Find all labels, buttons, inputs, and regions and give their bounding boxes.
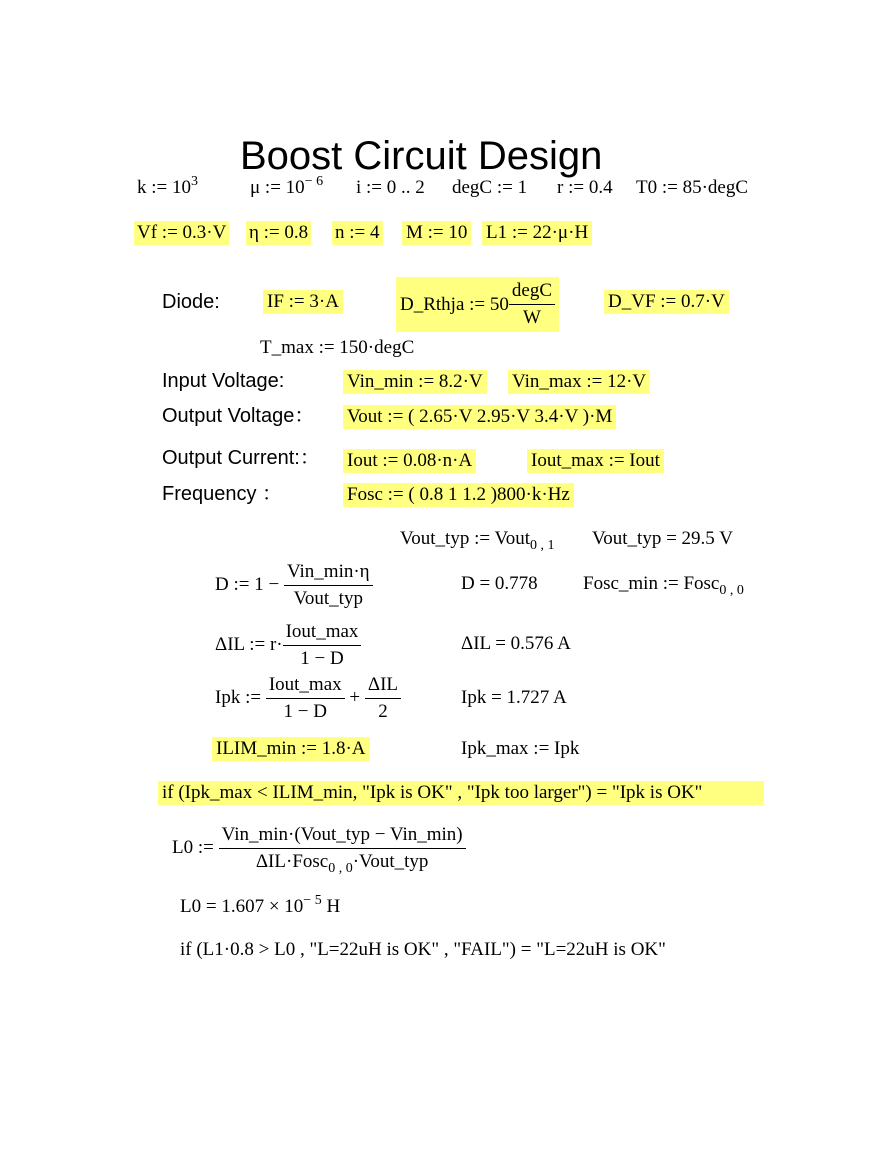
d-rthja-numerator: degC [509,280,555,305]
def-T0[interactable]: T0 := 85·degC [636,177,749,198]
l0-den-sub: 0 , 0 [328,860,353,876]
def-T-max[interactable]: T_max := 150·degC [260,337,415,358]
def-Fosc[interactable]: Fosc := ( 0.8 1 1.2 )800·k·Hz [343,483,574,507]
ipk-plus: + [349,687,361,708]
result-Ipk: Ipk = 1.727 A [461,687,567,708]
def-degC[interactable]: degC := 1 [452,177,528,198]
def-Vin-min[interactable]: Vin_min := 8.2·V [343,370,487,394]
def-k[interactable] [137,174,198,199]
l0-result-unit: H [321,896,341,917]
ipk-fraction-1 [266,674,345,723]
result-delta-IL: ΔIL = 0.576 A [461,633,571,654]
fosc-min-lhs: Fosc_min := Fosc [583,573,720,594]
result-Vout-typ: Vout_typ = 29.5 V [592,528,733,549]
def-mu[interactable] [250,174,324,199]
result-L0 [180,893,341,918]
check-ipk[interactable]: if (Ipk_max < ILIM_min, "Ipk is OK" , "Ipk too larger") = "Ipk is OK" [158,781,764,805]
def-Ipk[interactable] [215,671,401,725]
l0-numerator: Vin_min·(Vout_typ − Vin_min) [219,824,466,849]
check-L[interactable]: if (L1·0.8 > L0 , "L=22uH is OK" , "FAIL") = "L=22uH is OK" [180,939,666,960]
ipk-denominator-1: 1 − D [283,700,327,722]
frequency-label: Frequency ： [162,483,283,505]
def-eta[interactable]: η := 0.8 [246,221,311,245]
vout-typ-lhs: Vout_typ := Vout [400,528,531,549]
def-Iout-max[interactable]: Iout_max := Iout [527,449,664,473]
def-IF[interactable]: IF := 3·A [263,290,343,314]
def-n[interactable]: n := 4 [332,221,383,245]
def-mu-text: μ := 10 [250,177,305,198]
delta-il-fraction [283,621,362,670]
def-D-Rthja[interactable] [396,277,559,332]
ipk-lhs: Ipk := [215,687,262,708]
def-r[interactable]: r := 0.4 [557,177,613,198]
l0-result-lhs: L0 = 1.607 × 10 [180,896,304,917]
d-lhs: D := 1 − [215,574,280,595]
ipk-numerator-2: ΔIL [365,674,401,699]
ipk-numerator-1: Iout_max [266,674,345,699]
def-Fosc-min[interactable] [583,573,744,598]
def-Vin-max[interactable]: Vin_max := 12·V [508,370,650,394]
def-Vout-typ[interactable] [400,528,555,553]
delta-il-numerator: Iout_max [283,621,362,646]
def-Iout[interactable]: Iout := 0.08·n·A [343,449,476,473]
result-D: D = 0.778 [461,573,538,594]
def-D-VF[interactable]: D_VF := 0.7·V [604,290,729,314]
l0-result-exp: − 5 [303,893,322,908]
d-rthja-fraction [509,280,555,329]
def-ILIM-min[interactable]: ILIM_min := 1.8·A [212,737,370,761]
delta-il-denominator: 1 − D [300,647,344,669]
diode-label: Diode: [162,291,220,313]
l0-denominator [253,849,432,876]
ipk-fraction-2 [365,674,401,723]
def-delta-IL[interactable] [215,618,361,672]
l0-den-a: ΔIL·Fosc [255,850,329,872]
delta-il-lhs: ΔIL := r· [215,634,283,655]
output-voltage-label: Output Voltage： [162,405,315,427]
l0-lhs: L0 := [172,837,214,858]
def-i[interactable]: i := 0 .. 2 [356,177,425,198]
output-current-label: Output Current:： [162,447,320,469]
d-denominator: Vout_typ [293,587,363,609]
def-L1[interactable]: L1 := 22·μ·H [482,221,592,245]
l0-fraction [219,823,466,876]
def-Ipk-max[interactable]: Ipk_max := Ipk [461,738,580,759]
def-Vf[interactable]: Vf := 0.3·V [134,221,229,245]
l0-den-b: ·Vout_typ [352,850,429,872]
def-Vout[interactable]: Vout := ( 2.65·V 2.95·V 3.4·V )·M [343,405,616,429]
def-D[interactable] [215,558,373,612]
vout-typ-sub: 0 , 1 [530,538,555,553]
def-M[interactable]: M := 10 [402,221,471,245]
def-L0[interactable] [172,820,466,876]
d-rthja-lhs: D_Rthja := 50 [400,293,509,315]
page-title: Boost Circuit Design [240,134,603,178]
ipk-denominator-2: 2 [378,700,388,722]
d-numerator: Vin_min·η [284,561,373,586]
def-k-exp: 3 [191,174,198,189]
def-mu-exp: − 6 [304,174,324,189]
d-rthja-denominator: W [522,307,541,328]
input-voltage-label: Input Voltage: [162,370,285,392]
def-k-text: k := 10 [137,177,191,198]
fosc-min-sub: 0 , 0 [719,583,744,598]
d-fraction [284,561,373,610]
